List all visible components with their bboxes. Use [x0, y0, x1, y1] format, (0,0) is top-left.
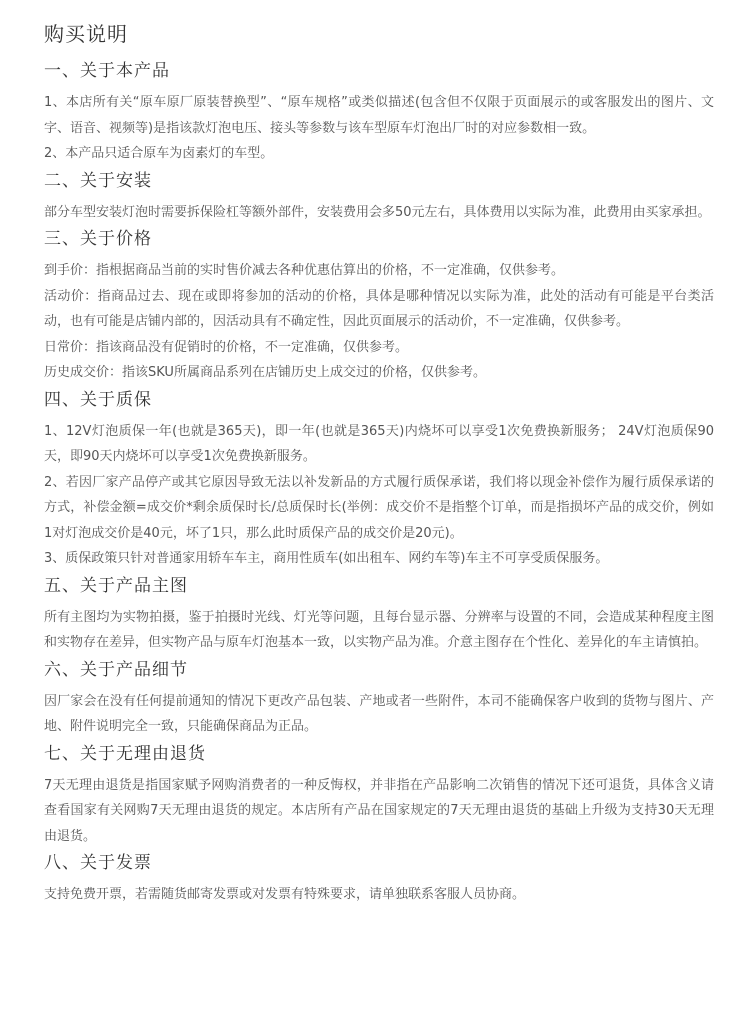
section-about-product [44, 61, 714, 167]
section-heading: 二、关于安装 [44, 170, 152, 191]
section-paragraph: 2、本产品只适合原车为卤素灯的车型。 [44, 146, 274, 161]
section-about-warranty [44, 390, 714, 572]
section-paragraph: 部分车型安装灯泡时需要拆保险杠等额外部件，安装费用会多50元左右，具体费用以实际为准，此费用由买家承担。 [44, 204, 711, 220]
section-heading: 五、关于产品主图 [44, 575, 188, 596]
section-paragraph: 7天无理由退货是指国家赋予网购消费者的一种反悔权，并非指在产品影响二次销售的情况下还可退货，具体含义请查看国家有关网购7天无理由退货的规定。本店所有产品在国家规定的7天无理由退货的基础上升级为支持30天无理由退货。 [44, 777, 714, 844]
section-paragraph: 1、12V灯泡质保一年(也就是365天)，即一年(也就是365天)内烧坏可以享受1次免费换新服务； 24V灯泡质保90天，即90天内烧坏可以享受1次免费换新服务。 [44, 423, 714, 464]
section-paragraph: 2、若因厂家产品停产或其它原因导致无法以补发新品的方式履行质保承诺，我们将以现金补偿作为履行质保承诺的方式，补偿金额=成交价*剩余质保时长/总质保时长(举例：成交价不是指整个订单，而是指损坏产品的成交价，例如1对灯泡成交价是40元，坏了1只，那么此时质保产品的成交价是20元)。 [44, 474, 714, 541]
section-paragraph: 3、质保政策只针对普通家用轿车车主，商用性质车(如出租车、网约车等)车主不可享受质保服务。 [44, 551, 609, 566]
section-paragraph: 历史成交价：指该SKU所属商品系列在店铺历史上成交过的价格，仅供参考。 [44, 365, 486, 380]
section-about-installation [44, 171, 714, 226]
section-heading: 一、关于本产品 [44, 61, 170, 81]
section-paragraph: 到手价：指根据商品当前的实时售价减去各种优惠估算出的价格，不一定准确，仅供参考。 [44, 263, 565, 278]
sections-list [44, 61, 714, 908]
section-heading: 七、关于无理由退货 [44, 743, 206, 764]
section-about-invoice [44, 853, 714, 908]
page-title: 购买说明 [44, 22, 128, 46]
section-paragraph: 所有主图均为实物拍摄，鉴于拍摄时光线、灯光等问题，且每台显示器、分辨率与设置的不同，会造成某种程度主图和实物存在差异，但实物产品与原车灯泡基本一致，以实物产品为准。介意主图存在个性化、差异化的车主请慎拍。 [44, 609, 714, 650]
section-about-price [44, 229, 714, 386]
section-about-main-images [44, 576, 714, 656]
section-paragraph: 日常价：指该商品没有促销时的价格，不一定准确，仅供参考。 [44, 339, 409, 355]
section-heading: 六、关于产品细节 [44, 659, 188, 680]
section-paragraph: 1、本店所有关“原车原厂原装替换型”、“原车规格”或类似描述(包含但不仅限于页面展示的或客服发出的图片、文字、语音、视频等)是指该款灯泡电压、接头等参数与该车型原车灯泡出厂时的对应参数相一致。 [44, 95, 714, 136]
section-heading: 四、关于质保 [44, 389, 152, 410]
section-heading: 三、关于价格 [44, 229, 152, 249]
section-paragraph: 因厂家会在没有任何提前通知的情况下更改产品包装、产地或者一些附件，本司不能确保客户收到的货物与图片、产地、附件说明完全一致，只能确保商品为正品。 [44, 693, 714, 734]
section-about-product-details [44, 660, 714, 740]
section-heading: 八、关于发票 [44, 853, 152, 873]
section-about-returns [44, 744, 714, 850]
section-paragraph: 活动价：指商品过去、现在或即将参加的活动的价格，具体是哪种情况以实际为准，此处的活动有可能是平台类活动，也有可能是店铺内部的，因活动具有不确定性，因此页面展示的活动价，不一定准确，仅供参考。 [44, 288, 714, 329]
section-paragraph: 支持免费开票，若需随货邮寄发票或对发票有特殊要求，请单独联系客服人员协商。 [44, 887, 526, 902]
